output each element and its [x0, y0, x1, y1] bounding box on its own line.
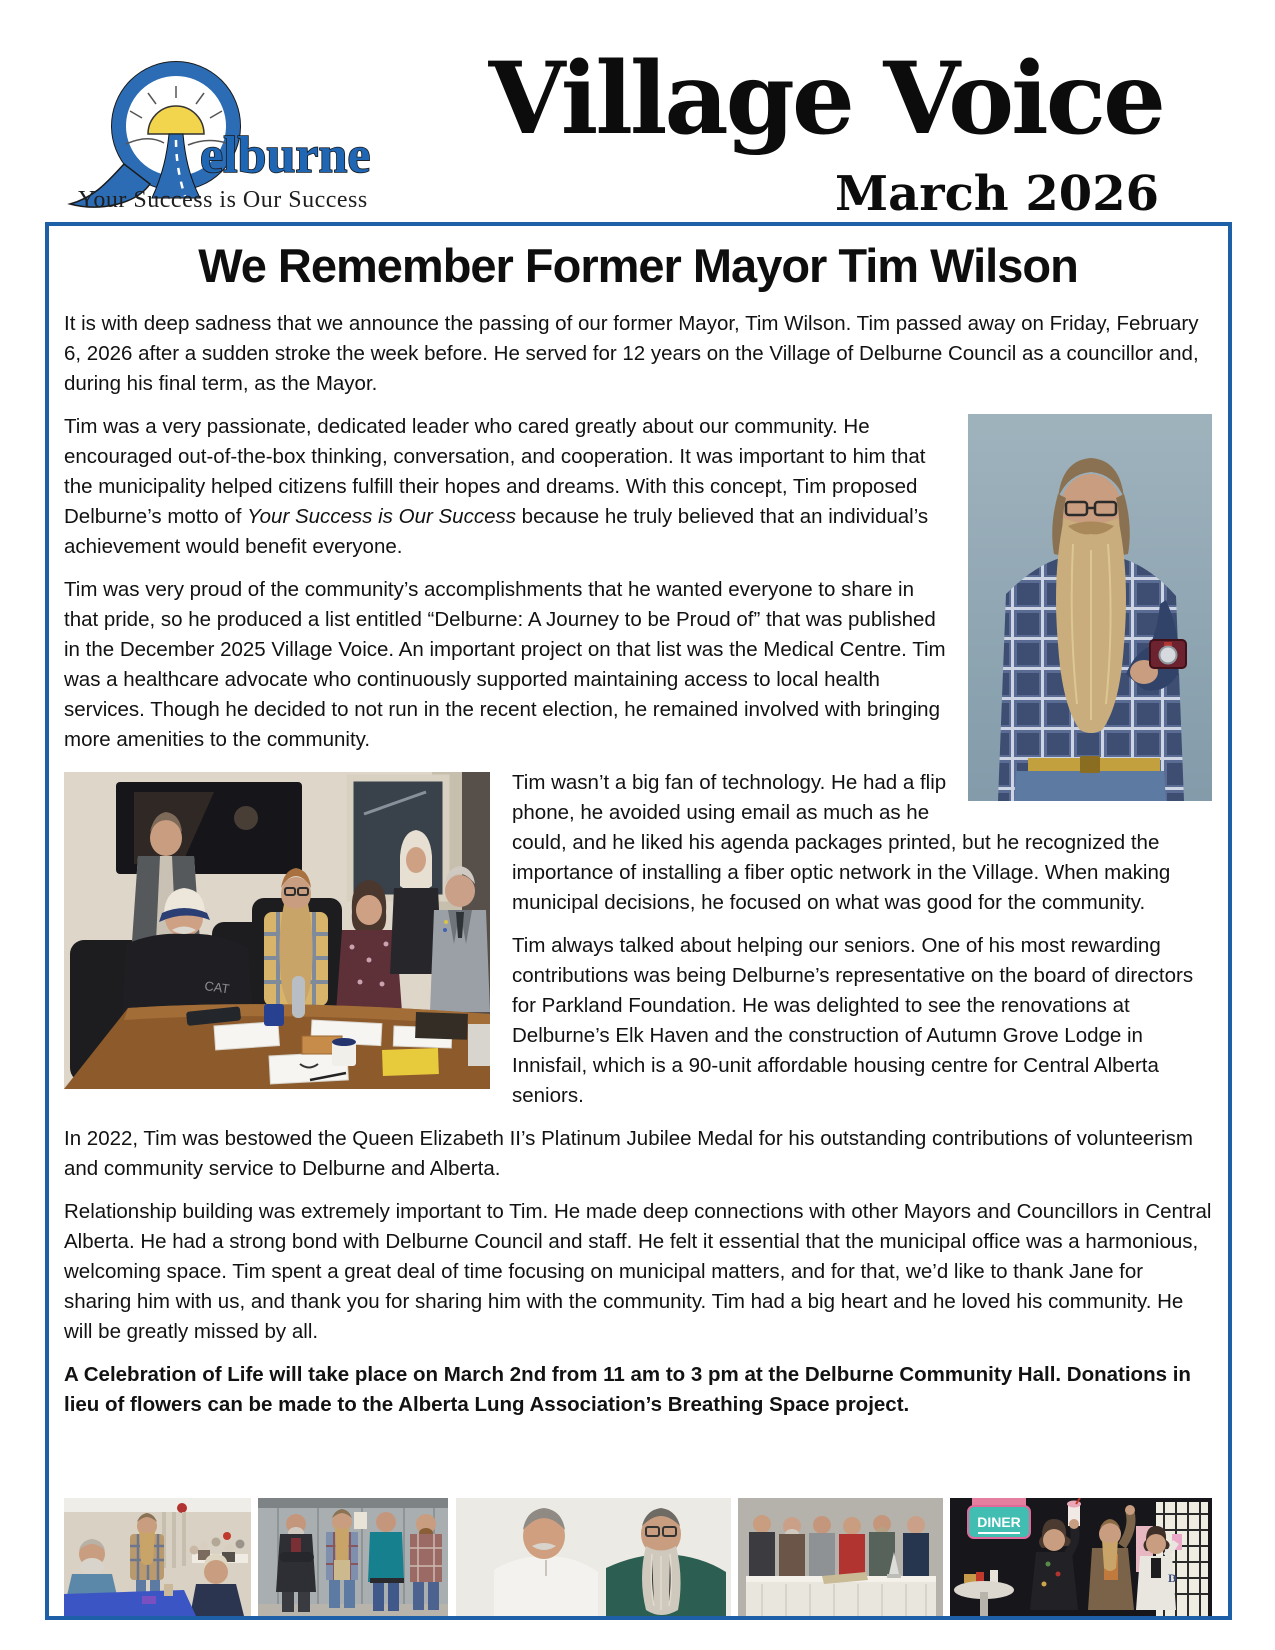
logo-wordmark: elburne: [200, 127, 371, 184]
medal: [1160, 647, 1177, 664]
blue-table: [64, 1590, 196, 1616]
kitchen-group-photo: [258, 1498, 448, 1616]
tim-portrait-photo: [968, 414, 1212, 801]
council-meeting-photo: [64, 772, 490, 1089]
issue-date: March 2026: [835, 166, 1159, 222]
diner-sign-text: DINER: [977, 1514, 1021, 1530]
blue-mug: [264, 1004, 284, 1026]
paragraph-intro: It is with deep sadness that we announce the passing of our former Mayor, Tim Wilson. Tim passed away on Friday, February 6, 2026 after a sudden stroke the week before. He served for 12 years on the Village of Delburne Council as a councillor and, during his final term, as the Mayor.: [64, 312, 1199, 395]
delburne-logo-graphic: [48, 46, 398, 216]
community-hall-photo: [64, 1498, 251, 1616]
article-box: [45, 222, 1232, 1620]
paragraph-accomplishments: Tim was very proud of the community’s accomplishments that he wanted everyone to share in that pride, so he produced a list entitled “Delburne: A Journey to be Proud of” that was published in the December 2025 Village Voice. An important project on that list was the Medical Centre. Tim was a healthcare advocate who continuously supported maintaining access to local health services. Though he decided to not run in the recent election, he remained involved with bringing more amenities to the community.: [64, 578, 946, 751]
paragraph-seniors: Tim always talked about helping our seniors. One of his most rewarding contributions was being Delburne’s representative on the board of directors for Parkland Foundation. He was delighted to see the renovations at Delburne’s Elk Haven and the construction of Autumn Grove Lodge in Innisfail, which is a 90-unit affordable housing centre for Central Alberta seniors.: [512, 934, 1194, 1107]
logo-tagline: Your Success is Our Success: [78, 187, 368, 213]
diner-celebration-photo: [950, 1498, 1212, 1616]
paragraph-relationships: Relationship building was extremely important to Tim. He made deep connections with other Mayors and Councillors in Central Alberta. He had a strong bond with Delburne Council and staff. He felt it essential that the municipal office was a harmonious, welcoming space. Tim spent a great deal of time focusing on municipal matters, and for that, we’d like to thank Jane for sharing him with us, and thank you for sharing him with the community. Tim had a big heart and he loved his community. He will be greatly missed by all.: [64, 1200, 1212, 1343]
motto-italic: Your Success is Our Success: [247, 505, 516, 528]
diner-sign: [968, 1498, 1030, 1538]
newsletter-title: Village Voice: [488, 41, 1163, 157]
article-heading: We Remember Former Mayor Tim Wilson: [198, 239, 1078, 292]
two-bearded-men-photo: [456, 1498, 731, 1616]
photo-strip: [64, 1498, 1212, 1616]
motto-post: because he truly believed that an individual’s achievement would benefit everyone.: [64, 505, 929, 558]
delburne-logo: [48, 46, 398, 216]
banquet-table: [746, 1578, 936, 1616]
paragraph-celebration-of-life: A Celebration of Life will take place on March 2nd from 11 am to 3 pm at the Delburne Community Hall. Donations in lieu of flowers can be made to the Alberta Lung Association’s Breathing Space project.: [64, 1363, 1191, 1416]
paragraph-jubilee-medal: In 2022, Tim was bestowed the Queen Elizabeth II’s Platinum Jubilee Medal for his outstanding contributions of volunteerism and community service to Delburne and Alberta.: [64, 1127, 1193, 1180]
hoodie-logo-text: CAT: [203, 978, 231, 997]
varsity-letter-text: D: [1168, 1571, 1177, 1585]
paragraph-technology: Tim wasn’t a big fan of technology. He had a flip phone, he avoided using email as much as he could, and he liked his agenda packages printed, but he recognized the importance of installing a fiber optic network in the Village. When making municipal decisions, he focused on what was good for the community.: [512, 771, 1171, 914]
masthead: [0, 0, 1275, 222]
water-bottle: [292, 976, 305, 1018]
yellow-sheet: [382, 1048, 439, 1076]
signing-ceremony-photo: [738, 1498, 943, 1616]
motto-pre: Tim was a very passionate, dedicated leader who cared greatly about our community. He encouraged out-of-the-box thinking, conversation, and cooperation. It was important to him that the municipality helped citizens fulfill their hopes and dreams. With this concept, Tim proposed Delburne’s motto of: [64, 415, 926, 528]
